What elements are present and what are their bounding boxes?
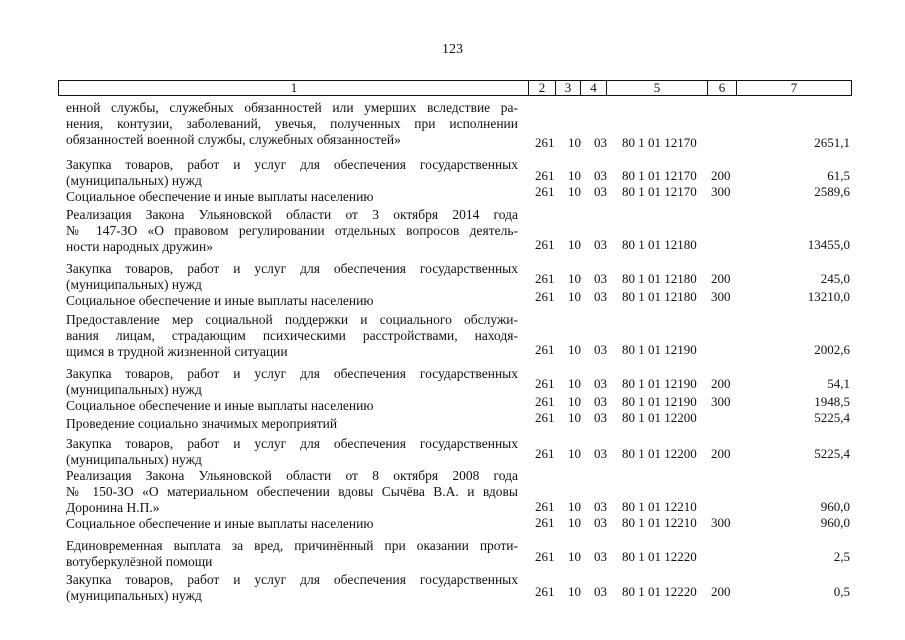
subsection-code: 03: [594, 271, 607, 286]
row-description-line: обязанностей военной службы, служебных обязанностей»: [66, 132, 401, 147]
column-header-3: 3: [564, 80, 572, 95]
expense-type-code: 200: [711, 271, 731, 286]
subsection-code: 03: [594, 135, 607, 150]
row-description-line: (муниципальных) нужд: [66, 452, 202, 467]
column-header-5: 5: [653, 80, 661, 95]
amount: 13210,0: [807, 289, 850, 304]
admin-code: 261: [535, 549, 555, 564]
target-article-code: 80 1 01 12170: [622, 135, 697, 150]
section-code: 10: [568, 135, 581, 150]
section-code: 10: [568, 499, 581, 514]
row-description-line: щимся в трудной жизненной ситуации: [66, 344, 288, 359]
section-code: 10: [568, 168, 581, 183]
subsection-code: 03: [594, 446, 607, 461]
target-article-code: 80 1 01 12170: [622, 184, 697, 199]
target-article-code: 80 1 01 12180: [622, 237, 697, 252]
admin-code: 261: [535, 271, 555, 286]
expense-type-code: 200: [711, 584, 731, 599]
row-description-line: Закупка товаров, работ и услуг для обеспечения государственных: [66, 261, 518, 276]
expense-type-code: 200: [711, 168, 731, 183]
row-description-line: № 150-ЗО «О материальном обеспечении вдовы Сычёва В.А. и вдовы: [66, 484, 518, 499]
amount: 61,5: [827, 168, 850, 183]
row-description-line: Закупка товаров, работ и услуг для обеспечения государственных: [66, 366, 518, 381]
row-description-line: Проведение социально значимых мероприятий: [66, 416, 338, 431]
row-description-line: № 147-ЗО «О правовом регулировании отдельных вопросов деятель-: [66, 223, 518, 238]
row-description-line: Реализация Закона Ульяновской области от 8 октября 2008 года: [66, 468, 518, 483]
subsection-code: 03: [594, 410, 607, 425]
amount: 0,5: [833, 584, 850, 599]
admin-code: 261: [535, 584, 555, 599]
target-article-code: 80 1 01 12210: [622, 515, 697, 530]
row-description-line: Социальное обеспечение и иные выплаты населению: [66, 189, 374, 204]
subsection-code: 03: [594, 342, 607, 357]
target-article-code: 80 1 01 12220: [622, 584, 697, 599]
target-article-code: 80 1 01 12190: [622, 376, 697, 391]
row-description-line: Социальное обеспечение и иные выплаты населению: [66, 293, 374, 308]
section-code: 10: [568, 584, 581, 599]
subsection-code: 03: [594, 168, 607, 183]
row-description-line: Единовременная выплата за вред, причинённый при оказании проти-: [66, 538, 518, 553]
subsection-code: 03: [594, 584, 607, 599]
amount: 245,0: [820, 271, 850, 286]
row-description-line: Закупка товаров, работ и услуг для обеспечения государственных: [66, 436, 518, 451]
admin-code: 261: [535, 376, 555, 391]
admin-code: 261: [535, 168, 555, 183]
target-article-code: 80 1 01 12210: [622, 499, 697, 514]
subsection-code: 03: [594, 394, 607, 409]
expense-type-code: 300: [711, 289, 731, 304]
subsection-code: 03: [594, 289, 607, 304]
subsection-code: 03: [594, 376, 607, 391]
row-description-line: Доронина Н.П.»: [66, 500, 160, 515]
section-code: 10: [568, 410, 581, 425]
target-article-code: 80 1 01 12180: [622, 289, 697, 304]
column-header-4: 4: [590, 80, 597, 95]
row-description-line: Предоставление мер социальной поддержки и социального обслужи-: [66, 312, 518, 327]
section-code: 10: [568, 271, 581, 286]
target-article-code: 80 1 01 12180: [622, 271, 697, 286]
amount: 2589,6: [814, 184, 850, 199]
target-article-code: 80 1 01 12200: [622, 410, 697, 425]
amount: 1948,5: [814, 394, 850, 409]
subsection-code: 03: [594, 237, 607, 252]
admin-code: 261: [535, 515, 555, 530]
row-description-line: Закупка товаров, работ и услуг для обеспечения государственных: [66, 572, 518, 587]
page-number: 123: [442, 42, 463, 57]
amount: 2002,6: [814, 342, 850, 357]
amount: 5225,4: [814, 446, 850, 461]
admin-code: 261: [535, 499, 555, 514]
row-description-line: Закупка товаров, работ и услуг для обеспечения государственных: [66, 157, 518, 172]
section-code: 10: [568, 237, 581, 252]
amount: 54,1: [827, 376, 850, 391]
admin-code: 261: [535, 342, 555, 357]
row-description-line: енной службы, служебных обязанностей или умерших вследствие ра-: [66, 100, 518, 115]
amount: 5225,4: [814, 410, 850, 425]
row-description-line: вотуберкулёзной помощи: [66, 554, 213, 569]
section-code: 10: [568, 376, 581, 391]
row-description-line: (муниципальных) нужд: [66, 173, 202, 188]
amount: 960,0: [820, 499, 850, 514]
row-description-line: нения, контузии, заболеваний, увечья, полученных при исполнении: [66, 116, 518, 131]
column-header-7: 7: [790, 80, 798, 95]
expense-type-code: 200: [711, 376, 731, 391]
section-code: 10: [568, 342, 581, 357]
section-code: 10: [568, 515, 581, 530]
target-article-code: 80 1 01 12200: [622, 446, 697, 461]
column-header-2: 2: [538, 80, 546, 95]
admin-code: 261: [535, 135, 555, 150]
expense-type-code: 300: [711, 394, 731, 409]
amount: 2651,1: [814, 135, 850, 150]
section-code: 10: [568, 549, 581, 564]
column-header-1: 1: [290, 80, 298, 95]
amount: 960,0: [820, 515, 850, 530]
section-code: 10: [568, 446, 581, 461]
row-description-line: (муниципальных) нужд: [66, 588, 202, 603]
amount: 13455,0: [807, 237, 850, 252]
admin-code: 261: [535, 394, 555, 409]
expense-type-code: 300: [711, 515, 731, 530]
row-description-line: (муниципальных) нужд: [66, 382, 202, 397]
admin-code: 261: [535, 289, 555, 304]
section-code: 10: [568, 184, 581, 199]
row-description-line: вания лицам, страдающим психическими расстройствами, находя-: [66, 328, 518, 343]
row-description-line: (муниципальных) нужд: [66, 277, 202, 292]
subsection-code: 03: [594, 549, 607, 564]
section-code: 10: [568, 289, 581, 304]
subsection-code: 03: [594, 499, 607, 514]
row-description-line: Социальное обеспечение и иные выплаты населению: [66, 516, 374, 531]
row-description-line: Социальное обеспечение и иные выплаты населению: [66, 398, 374, 413]
target-article-code: 80 1 01 12170: [622, 168, 697, 183]
subsection-code: 03: [594, 515, 607, 530]
section-code: 10: [568, 394, 581, 409]
admin-code: 261: [535, 184, 555, 199]
expense-type-code: 200: [711, 446, 731, 461]
column-header-6: 6: [718, 80, 726, 95]
subsection-code: 03: [594, 184, 607, 199]
target-article-code: 80 1 01 12220: [622, 549, 697, 564]
admin-code: 261: [535, 446, 555, 461]
row-description-line: ности народных дружин»: [66, 239, 213, 254]
admin-code: 261: [535, 237, 555, 252]
row-description-line: Реализация Закона Ульяновской области от 3 октября 2014 года: [66, 207, 518, 222]
amount: 2,5: [833, 549, 850, 564]
admin-code: 261: [535, 410, 555, 425]
target-article-code: 80 1 01 12190: [622, 342, 697, 357]
target-article-code: 80 1 01 12190: [622, 394, 697, 409]
expense-type-code: 300: [711, 184, 731, 199]
